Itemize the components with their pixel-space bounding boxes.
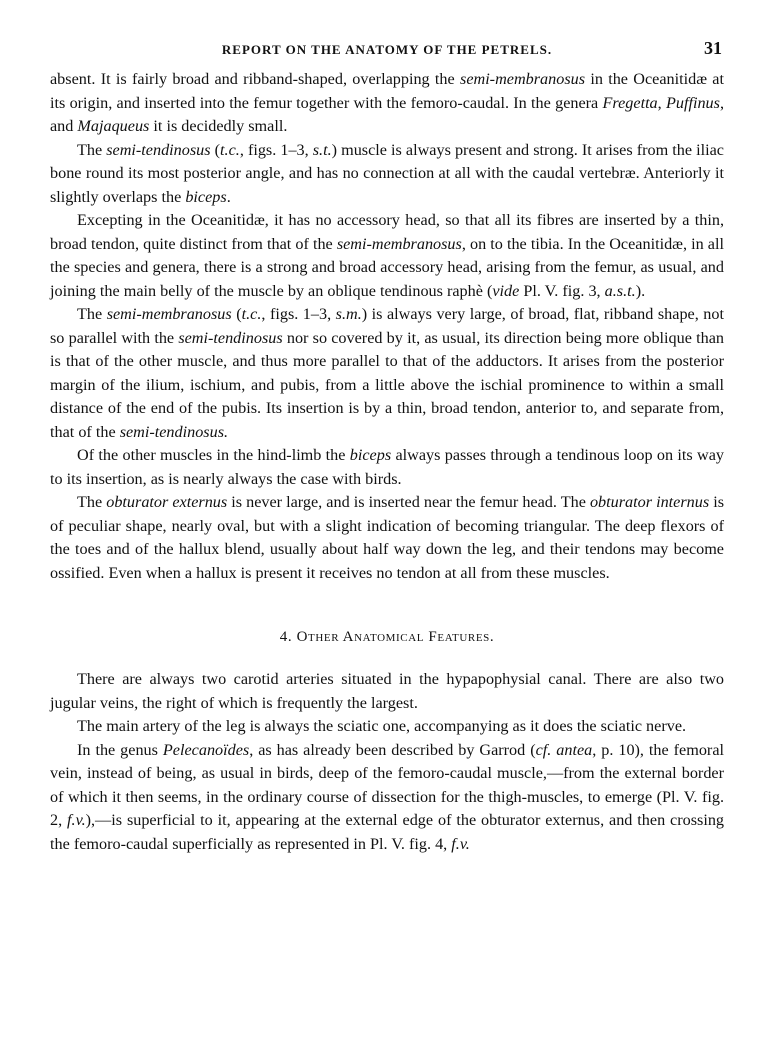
text-run: Puffinus <box>665 93 720 112</box>
text-run: There are always two carotid arteries situated in the hypapophysial canal. There are also two jugular veins, the right of which is frequently the largest. <box>50 670 724 712</box>
text-run: f.v. <box>67 811 86 829</box>
text-run: Excepting in the Oceanitidæ, it has no accessory head, so that all its fibres are inserted by a thin, broad tendon, quite distinct from that of the <box>50 211 724 253</box>
running-head: REPORT ON THE ANATOMY OF THE PETRELS. <box>221 42 553 57</box>
text-run: , and <box>50 93 724 135</box>
paragraph <box>50 444 724 491</box>
text-run: , figs. 1–3, <box>261 305 336 323</box>
text-run: semi-tendinosus <box>106 140 211 159</box>
text-run: The <box>77 305 107 323</box>
text-run: semi-membranosus <box>106 305 232 323</box>
paragraph <box>50 209 724 303</box>
text-run: t.c. <box>241 305 262 323</box>
paragraph <box>50 139 724 210</box>
text-run: it is decidedly small. <box>149 117 288 135</box>
paragraph <box>50 491 724 585</box>
paragraph <box>50 715 724 739</box>
text-run: obturator externus <box>106 493 228 511</box>
text-run: Pelecanoïdes <box>162 740 250 759</box>
text-run: always passes through a tendinous loop on its way to its insertion, as is nearly always the case with birds. <box>50 446 725 488</box>
text-run: nor so covered by it, as usual, its direction being more oblique than is that of the other muscle, and thus more parallel to that of the adductors. It arises from the posterior margin of the ilium, ischium, and pubis, from a little above the ischial prominence to within a small distance of the end of the pubis. Its insertion is by a thin, broad tendon, anterior to, and separate from, that of the <box>50 328 724 441</box>
text-run: The <box>77 493 107 511</box>
text-run: Pl. V. fig. 3, <box>519 281 605 300</box>
text-run: is never large, and is inserted near the femur head. The <box>227 493 590 511</box>
text-run: , <box>657 93 666 112</box>
text-run: . <box>226 187 231 206</box>
text-run: cf. antea <box>535 740 593 759</box>
text-run: biceps <box>349 446 392 464</box>
paragraph <box>50 68 724 139</box>
text-run: Fregetta <box>602 93 658 112</box>
paragraph <box>50 668 724 715</box>
text-run: s.m. <box>335 305 362 323</box>
page <box>50 38 724 856</box>
text-run: ) is always very large, of broad, flat, ribband shape, not so parallel with the <box>50 305 724 347</box>
text-run: s.t. <box>312 140 332 159</box>
body-text-section-1 <box>50 68 724 585</box>
text-run: , figs. 1–3, <box>239 140 313 159</box>
text-run: ). <box>635 281 646 300</box>
text-run: ( <box>210 140 221 159</box>
text-run: semi-membranosus <box>336 234 462 253</box>
text-run: Majaqueus <box>77 117 150 135</box>
text-run: The main artery of the leg is always the sciatic one, accompanying as it does the sciatic nerve. <box>77 717 687 735</box>
text-run: , on to the tibia. In the Oceanitidæ, in all the species and genera, there is a strong and broad accessory head, arising from the femur, as usual, and joining the main belly of the muscle by an oblique tendinous raphè ( <box>50 234 724 300</box>
paragraph <box>50 303 724 444</box>
text-run: obturator internus <box>589 493 710 511</box>
text-run: ) muscle is always present and strong. It arises from the iliac bone round its most posterior angle, and has no connection at all with the caudal vertebræ. Anteriorly it slightly overlaps the <box>50 140 724 206</box>
text-run: vide <box>492 281 520 300</box>
text-run: f.v. <box>451 834 470 853</box>
text-run: semi-membranosus <box>460 70 586 88</box>
body-text-section-2 <box>50 668 724 856</box>
text-run: , p. 10), the femoral vein, instead of being, as usual in birds, deep of the femoro-caudal muscle,—from the external border of which it then seems, in the ordinary course of dissection for the thigh-muscles, to emerge (Pl. V. fig. 2, <box>50 740 724 829</box>
text-run: absent. It is fairly broad and ribband-shaped, overlapping the <box>50 70 461 88</box>
page-header <box>50 38 724 68</box>
text-run: biceps <box>185 187 227 206</box>
text-run: semi-tendinosus <box>178 328 283 347</box>
section-heading: 4. Other Anatomical Features. <box>279 629 495 645</box>
text-run: The <box>77 140 107 159</box>
text-run: in the Oceanitidæ at its origin, and inserted into the femur together with the femoro-caudal. In the genera <box>50 70 724 112</box>
text-run: semi-tendinosus. <box>119 422 229 441</box>
text-run: ( <box>231 305 242 323</box>
text-run: t.c. <box>220 140 240 159</box>
text-run: is of peculiar shape, nearly oval, but with a slight indication of becoming triangular. The deep flexors of the toes and of the hallux blend, usually about half way down the leg, and their tendons may become ossified. Even when a hallux is present it receives no tendon at all from these muscles. <box>50 493 724 582</box>
text-run: a.s.t. <box>604 281 636 300</box>
text-run: Of the other muscles in the hind-limb the <box>77 446 350 464</box>
page-number: 31 <box>704 38 722 58</box>
paragraph <box>50 739 724 857</box>
text-run: In the genus <box>77 740 163 759</box>
text-run: ),—is superficial to it, appearing at the external edge of the obturator externus, and then crossing the femoro-caudal superficially as represented in Pl. V. fig. 4, <box>50 811 725 853</box>
text-run: , as has already been described by Garrod ( <box>249 740 536 759</box>
